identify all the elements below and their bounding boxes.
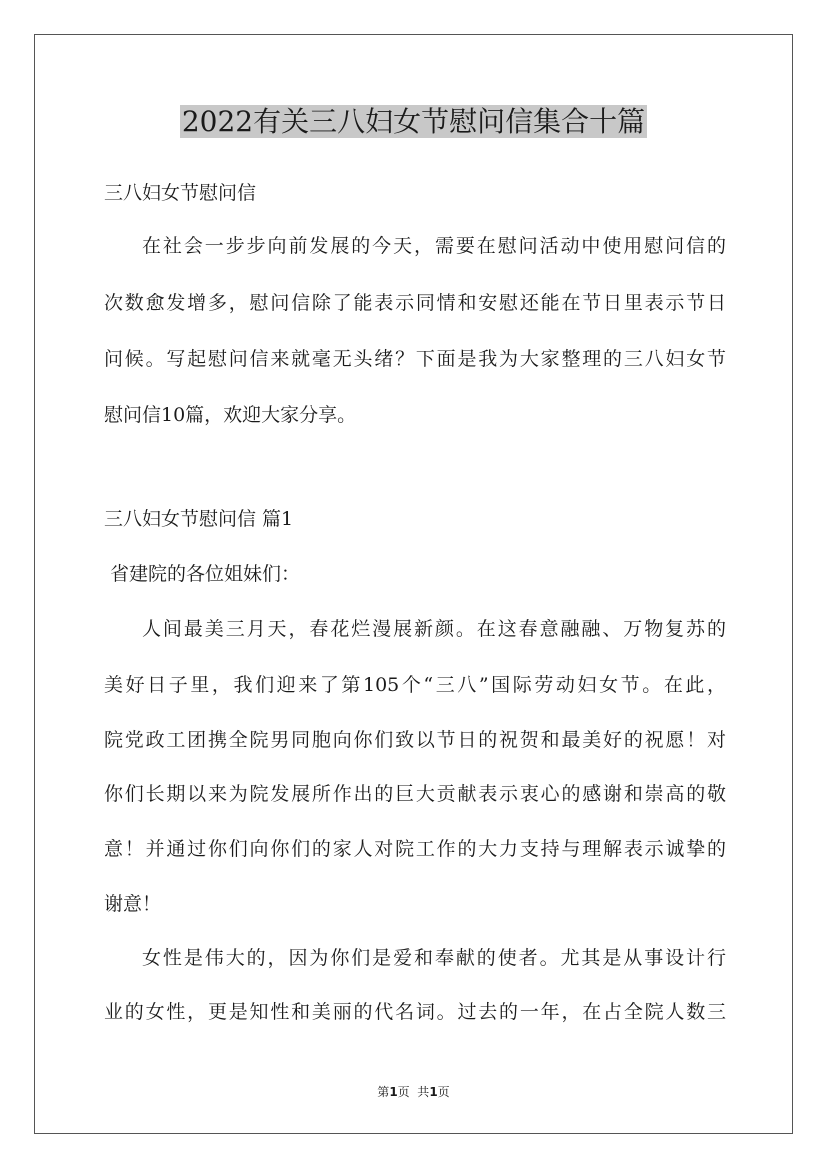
footer-total-pages: 1 bbox=[429, 1085, 438, 1099]
body-line-3: 院党政工团携全院男同胞向你们致以节日的祝贺和最美好的祝愿！对 bbox=[104, 729, 726, 751]
section-heading: 三八妇女节慰问信 bbox=[104, 182, 257, 204]
intro-line-1: 在社会一步步向前发展的今天，需要在慰问活动中使用慰问信的 bbox=[142, 235, 726, 257]
body-line-1: 人间最美三月天，春花烂漫展新颜。在这春意融融、万物复苏的 bbox=[142, 618, 726, 640]
footer-page-number: 1 bbox=[389, 1085, 398, 1099]
body-line-8: 业的女性，更是知性和美丽的代名词。过去的一年，在占全院人数三 bbox=[104, 1001, 726, 1023]
body-line-6: 谢意！ bbox=[104, 893, 162, 915]
footer-page-suffix: 页 共 bbox=[397, 1085, 430, 1099]
page-footer bbox=[0, 1083, 827, 1100]
footer-page-prefix: 第 bbox=[377, 1085, 390, 1099]
intro-line-2: 次数愈发增多，慰问信除了能表示同情和安慰还能在节日里表示节日 bbox=[104, 292, 726, 314]
intro-line-3: 问候。写起慰问信来就毫无头绪？下面是我为大家整理的三八妇女节 bbox=[104, 348, 726, 370]
article-heading: 三八妇女节慰问信 篇1 bbox=[104, 508, 294, 530]
body-line-2: 美好日子里，我们迎来了第105个“三八”国际劳动妇女节。在此， bbox=[104, 674, 726, 696]
salutation: 省建院的各位姐妹们： bbox=[104, 563, 301, 585]
document-title bbox=[0, 102, 827, 142]
footer-total-suffix: 页 bbox=[437, 1085, 450, 1099]
body-line-4: 你们长期以来为院发展所作出的巨大贡献表示衷心的感谢和崇高的敬 bbox=[104, 783, 726, 805]
body-line-5: 意！并通过你们向你们的家人对院工作的大力支持与理解表示诚挚的 bbox=[104, 838, 726, 860]
intro-line-4: 慰问信10篇，欢迎大家分享。 bbox=[104, 404, 357, 426]
body-line-7: 女性是伟大的，因为你们是爱和奉献的使者。尤其是从事设计行 bbox=[142, 947, 726, 969]
document-title-text: 2022有关三八妇女节慰问信集合十篇 bbox=[181, 105, 646, 138]
